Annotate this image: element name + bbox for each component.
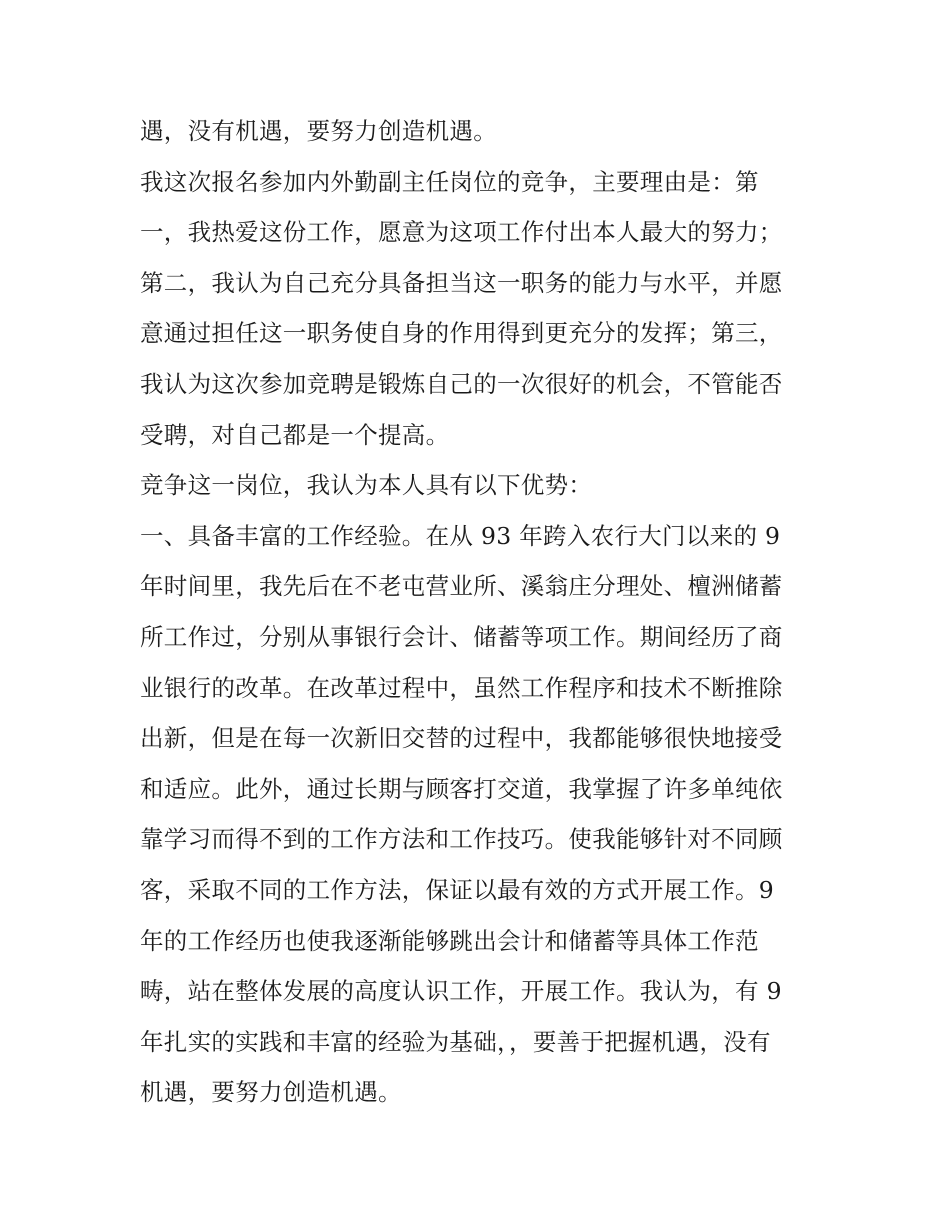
text-line: 机遇，要努力创造机遇。 — [140, 1078, 402, 1107]
text-line: 靠学习而得不到的工作方法和工作技巧。使我能够针对不同顾 — [140, 825, 783, 854]
text-line: 一、具备丰富的工作经验。在从 93 年跨入农行大门以来的 9 — [140, 521, 781, 550]
text-line: 和适应。此外，通过长期与顾客打交道，我掌握了许多单纯依 — [140, 774, 783, 803]
text-line: 我这次报名参加内外勤副主任岗位的竞争，主要理由是：第 — [140, 167, 759, 196]
text-line: 出新，但是在每一次新旧交替的过程中，我都能够很快地接受 — [140, 724, 783, 753]
text-line: 遇，没有机遇，要努力创造机遇。 — [140, 117, 497, 145]
text-line: 业银行的改革。在改革过程中，虽然工作程序和技术不断推除 — [140, 673, 783, 702]
text-line: 第二，我认为自己充分具备担当这一职务的能力与水平，并愿 — [140, 268, 783, 297]
text-line: 年的工作经历也使我逐渐能够跳出会计和储蓄等具体工作范 — [140, 926, 759, 955]
text-line: 畴，站在整体发展的高度认识工作，开展工作。我认为，有 9 — [140, 977, 782, 1006]
text-line: 年时间里，我先后在不老屯营业所、溪翁庄分理处、檀洲储蓄 — [140, 572, 783, 601]
text-line: 所工作过，分别从事银行会计、储蓄等项工作。期间经历了商 — [140, 622, 783, 651]
text-line: 意通过担任这一职务使自身的作用得到更充分的发挥；第三， — [140, 319, 783, 348]
text-line: 年扎实的实践和丰富的经验为基础，，要善于把握机遇，没有 — [140, 1027, 771, 1056]
body-text — [140, 106, 820, 1118]
text-line: 竞争这一岗位，我认为本人具有以下优势： — [140, 471, 593, 500]
text-line: 我认为这次参加竞聘是锻炼自己的一次很好的机会，不管能否 — [140, 369, 783, 398]
text-line: 客，采取不同的工作方法，保证以最有效的方式开展工作。9 — [140, 875, 775, 904]
text-line: 一，我热爱这份工作，愿意为这项工作付出本人最大的努力； — [140, 218, 783, 247]
text-line: 受聘，对自己都是一个提高。 — [140, 420, 450, 449]
